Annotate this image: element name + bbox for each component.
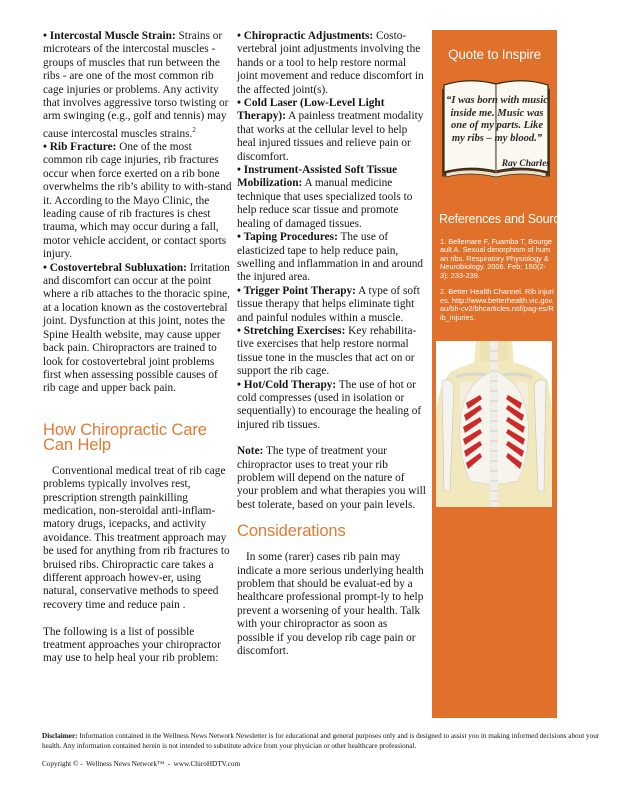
references-list — [440, 238, 554, 330]
term-label: • Taping Procedures: — [237, 231, 338, 244]
reference-item: 2. Better Health Channel. Rib injuries. http://www.betterhealth.vic.gov.au/bh-cv2/bhcarticles.nsf/pag-es/Rib_injuries. — [440, 287, 554, 322]
rib-cage-illustration — [436, 341, 552, 507]
disclaimer-label: Disclaimer: — [42, 732, 78, 740]
middle-column — [237, 30, 427, 658]
section-heading-chiropractic-care — [43, 420, 233, 454]
term-label: • Intercostal Muscle Strain: — [43, 30, 176, 42]
treatment-item — [237, 231, 427, 285]
note-label: Note: — [237, 445, 264, 458]
sidebar-panel — [432, 30, 576, 718]
term-label: • Chiropractic Adjustments: — [237, 30, 374, 42]
term-description: Irritation and discomfort can occur at the point where a rib attaches to the thoracic spine, at a location known as the costovertebral joint. Dysfunction at this joint, notes the Spine Health website, may cause upper back pain. Chiropractors are trained to look for costovertebral joint problems first when assessing possible causes of rib cage and upper back pain. — [43, 261, 230, 395]
treatment-item — [237, 285, 427, 325]
disclaimer — [42, 731, 612, 751]
treatment-list-intro: The following is a list of possible treatment approaches your chiropractor may use to help heal your rib problem: — [43, 625, 221, 665]
term-label: • Trigger Point Therapy: — [237, 284, 356, 297]
copyright-notice: Copyright © - Wellness News Network™ - www.ChiroHDTV.com — [42, 760, 241, 768]
term-label: • Hot/Cold Therapy: — [237, 378, 337, 391]
treatment-item — [237, 325, 427, 379]
open-book-illustration — [438, 73, 554, 186]
treatment-item — [237, 379, 427, 433]
considerations-paragraph: In some (rarer) cases rib pain may indicate a more serious underlying health problem that should be evaluat-ed by a healthcare professional prompt-ly to help prevent a worsening of your health. Talk with your chiropractor as soon as possible if you develop rib cage pain or discomfort. — [237, 551, 424, 658]
term-description: Strains or microtears of the intercostal muscles - groups of muscles that run between the ribs - are one of the most common rib cage injuries or problems. Any activity that involves aggressive torso twisting or arm swinging (e.g., golf and tennis) may cause intercostal muscles strains. — [43, 30, 229, 140]
term-description: The use of hot or cold compresses (used in isolation or sequentially) to encourage the healing of injured rib tissues. — [237, 378, 422, 431]
quote-text: “I was born with music inside me. Music was one of my parts. Like my ribs – my blood.” — [446, 95, 548, 144]
reference-item: 1. Bellemare F, Fuamba T, Bourgeault A. Sexual dimorphism of human ribs. Respiratory Physiology & Neurobiology. 2006. Feb; 150(2-3): 233-239. — [440, 237, 553, 280]
quote-author: Ray Charles — [501, 159, 550, 169]
treatment-item — [237, 97, 427, 164]
references-title: References and Sources: — [439, 212, 576, 226]
quote-title: Quote to Inspire — [448, 47, 541, 62]
treatment-item — [237, 164, 427, 231]
term-label: • Instrument-Assisted Soft Tissue Mobilization: — [237, 164, 398, 190]
term-description: A manual medicine technique that uses specialized tools to help reduce scar tissue and promote healing of damaged tissues. — [237, 177, 413, 230]
heading-line: Can Help — [43, 435, 111, 454]
condition-rib-fracture — [43, 141, 233, 262]
condition-intercostal-strain — [43, 30, 233, 141]
disclaimer-text: Information contained in the Wellness News Network Newsletter is for educational and general purposes only and is designed to assist you in making informed decisions about your health. Any information contained herein is not intended to substitute advice from your physician or other healthcare professional. — [42, 732, 600, 750]
left-column — [43, 30, 233, 666]
footnote-ref: 2 — [192, 125, 196, 134]
note-text: The type of treatment your chiropractor uses to treat your rib problem will depend on the nature of your problem and what therapies you will best tolerate, based on your pain levels. — [237, 445, 426, 511]
term-description: A painless treatment modality that works at the cellular level to help heal injured tissues and relieve pain or discomfort. — [237, 110, 424, 163]
term-label: • Rib Fracture: — [43, 141, 117, 154]
condition-costovertebral-subluxation — [43, 262, 233, 396]
term-label: • Stretching Exercises: — [237, 324, 346, 337]
term-label: • Cold Laser (Low-Level Light Therapy): — [237, 97, 385, 123]
term-description: Costo-vertebral joint adjustments involving the hands or a tool to help restore normal joint movement and reduce discomfort in the affected joint(s). — [237, 30, 424, 96]
heading-line: How Chiropractic Care — [43, 420, 207, 439]
intro-paragraph: Conventional medical treat of rib cage problems typically involves rest, prescription strength painkilling medication, non-steroidal anti-inflam-matory drugs, icepacks, and activity avoidance. This treatment approach may be used for anything from rib fractures to bruised ribs. Chiropractic care takes a different approach howev-er, using natural, conservative methods to speed recovery time and reduce pain . — [43, 464, 230, 611]
term-description: Key rehabilita-tive exercises that help restore normal tissue tone in the muscles that act on or support the rib cage. — [237, 324, 417, 378]
term-description: A type of soft tissue therapy that helps eliminate tight and painful nodules within a muscle. — [237, 284, 420, 324]
treatment-item — [237, 30, 427, 97]
term-label: • Costovertebral Subluxation: — [43, 261, 187, 274]
term-description: The use of elasticized tape to help reduce pain, swelling and inflammation in and around the injured area. — [237, 231, 424, 284]
section-heading-considerations: Considerations — [237, 522, 346, 541]
note-paragraph — [237, 445, 427, 512]
term-description: One of the most common rib cage injuries, rib fractures occur when force exerted on a rib bone overwhelms the rib’s ability to with-stand it. According to the Mayo Clinic, the leading cause of rib fractures is chest trauma, which may occur during a fall, motor vehicle accident, or contact sports injury. — [43, 141, 232, 261]
rib-cage-image — [436, 341, 552, 507]
